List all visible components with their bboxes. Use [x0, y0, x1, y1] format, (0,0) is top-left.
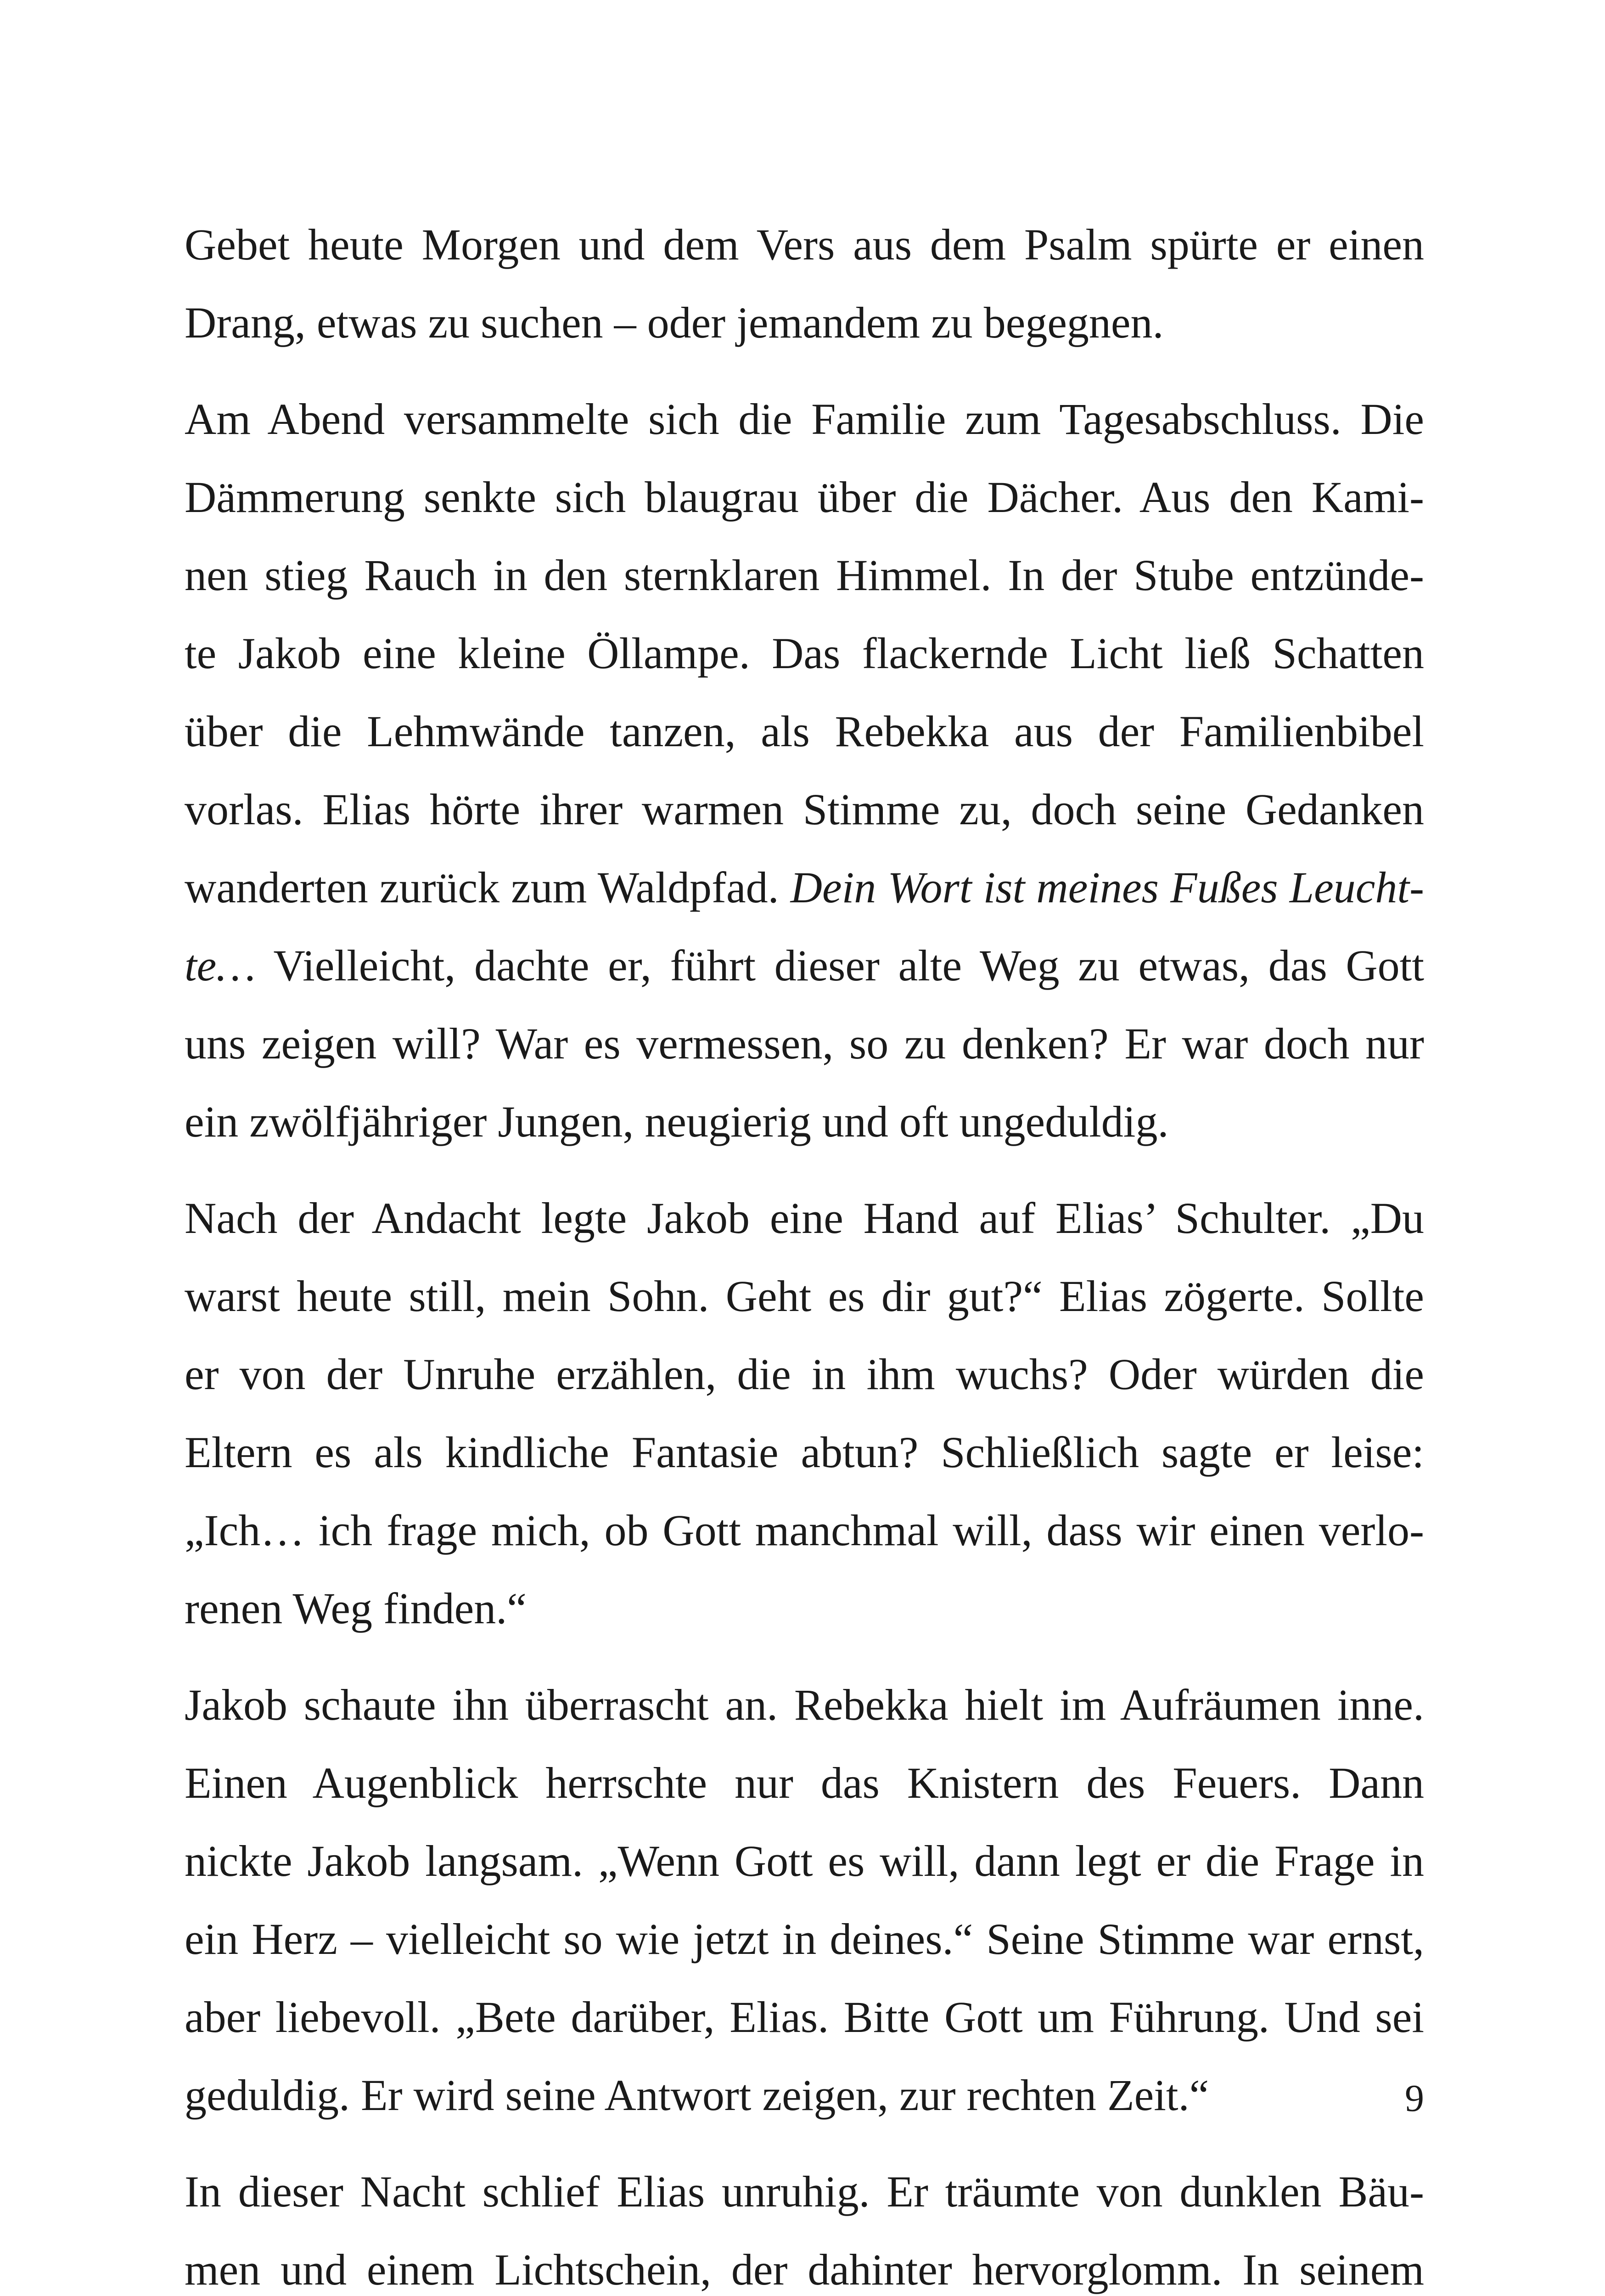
text-line: Am Abend versammelte sich die Familie zum Tagesabschluss. Die	[185, 394, 1424, 444]
text-line: warst heute still, mein Sohn. Geht es dir gut?“ Elias zögerte. Sollte	[185, 1272, 1424, 1321]
text-line: nen stieg Rauch in den sternklaren Himmel. In der Stube entzünde-	[185, 551, 1424, 600]
text-line	[185, 927, 1424, 1005]
text-line: In dieser Nacht schlief Elias unruhig. Er träumte von dunklen Bäu-	[185, 2167, 1424, 2216]
paragraph-5	[185, 2153, 1424, 2296]
text-run: Vielleicht, dachte er, führt dieser alte Weg zu etwas, das Gott	[255, 941, 1424, 990]
text-line: ein zwölfjähriger Jungen, neugierig und oft ungeduldig.	[185, 1097, 1169, 1146]
paragraph-2	[185, 380, 1424, 1161]
text-run: wanderten zurück zum Waldpfad.	[185, 863, 791, 912]
text-line: „Ich… ich frage mich, ob Gott manchmal will, dass wir einen verlo-	[185, 1506, 1424, 1555]
text-line: vorlas. Elias hörte ihrer warmen Stimme zu, doch seine Gedanken	[185, 785, 1424, 834]
text-line: geduldig. Er wird seine Antwort zeigen, zur rechten Zeit.“	[185, 2071, 1209, 2120]
text-line: nickte Jakob langsam. „Wenn Gott es will, dann legt er die Frage in	[185, 1836, 1424, 1885]
body-text	[185, 206, 1424, 2296]
text-line: Jakob schaute ihn überrascht an. Rebekka hielt im Aufräumen inne.	[185, 1680, 1424, 1729]
text-line: renen Weg finden.“	[185, 1584, 527, 1633]
psalm-quote-end: te…	[185, 941, 256, 990]
text-line: er von der Unruhe erzählen, die in ihm wuchs? Oder würden die	[185, 1350, 1424, 1399]
text-line: Drang, etwas zu suchen – oder jemandem zu begegnen.	[185, 298, 1164, 347]
text-line: Gebet heute Morgen und dem Vers aus dem Psalm spürte er einen	[185, 220, 1424, 269]
paragraph-4	[185, 1666, 1424, 2134]
text-line: Einen Augenblick herrschte nur das Knistern des Feuers. Dann	[185, 1758, 1424, 1807]
text-line: Eltern es als kindliche Fantasie abtun? Schließlich sagte er leise:	[185, 1428, 1424, 1477]
paragraph-3	[185, 1179, 1424, 1648]
paragraph-1	[185, 206, 1424, 362]
page-number: 9	[1405, 2077, 1424, 2120]
text-line: Dämmerung senkte sich blaugrau über die Dächer. Aus den Kami-	[185, 473, 1424, 522]
text-line: men und einem Lichtschein, der dahinter hervorglomm. In seinem	[185, 2245, 1424, 2294]
text-line: aber liebevoll. „Bete darüber, Elias. Bitte Gott um Führung. Und sei	[185, 1992, 1424, 2042]
text-line: ein Herz – vielleicht so wie jetzt in deines.“ Seine Stimme war ernst,	[185, 1914, 1424, 1964]
text-line: te Jakob eine kleine Öllampe. Das flackernde Licht ließ Schatten	[185, 629, 1424, 678]
psalm-quote: Dein Wort ist meines Fußes Leucht-	[790, 863, 1425, 912]
text-line: uns zeigen will? War es vermessen, so zu denken? Er war doch nur	[185, 1019, 1424, 1068]
text-line	[185, 849, 1424, 927]
text-line: Nach der Andacht legte Jakob eine Hand auf Elias’ Schulter. „Du	[185, 1193, 1424, 1243]
text-line: über die Lehmwände tanzen, als Rebekka aus der Familienbibel	[185, 707, 1424, 756]
